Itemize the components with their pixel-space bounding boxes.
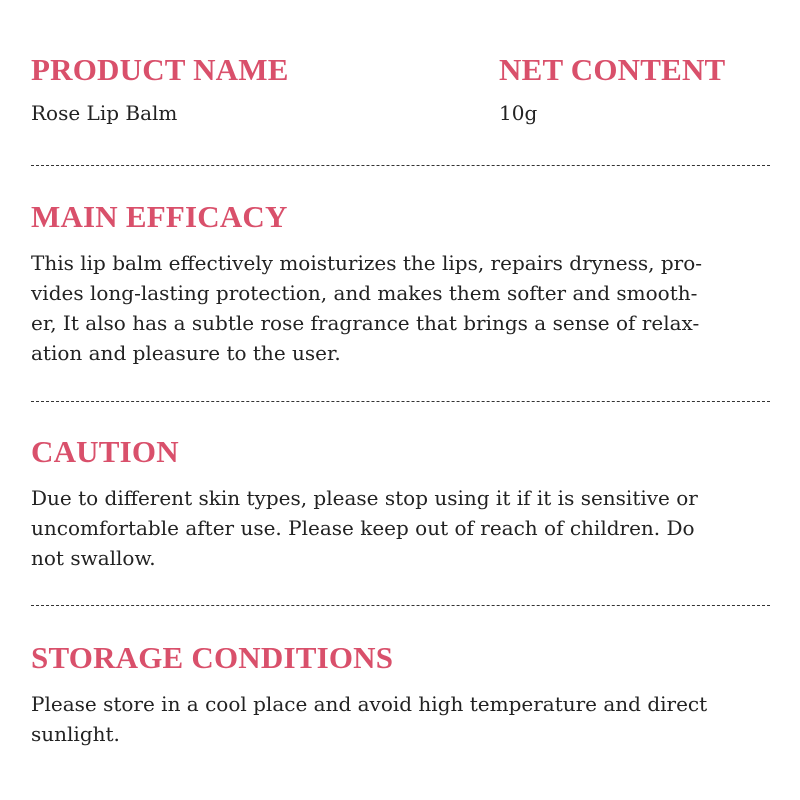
net-content-value: 10g [499, 101, 538, 125]
main-efficacy-line: vides long-lasting protection, and makes them softer and smooth- [31, 281, 698, 305]
main-efficacy-heading: MAIN EFFICACY [31, 199, 288, 234]
storage-conditions-heading: STORAGE CONDITIONS [31, 640, 394, 675]
main-efficacy-text [31, 248, 771, 368]
product-name-heading: PRODUCT NAME [31, 52, 289, 87]
main-efficacy-line: This lip balm effectively moisturizes the lips, repairs dryness, pro- [31, 251, 703, 275]
divider-2 [31, 401, 770, 402]
storage-line: Please store in a cool place and avoid high temperature and direct [31, 692, 708, 716]
main-efficacy-line: ation and pleasure to the user. [31, 341, 341, 365]
product-name-value: Rose Lip Balm [31, 101, 178, 125]
caution-line: Due to different skin types, please stop using it if it is sensitive or [31, 486, 698, 510]
storage-line: sunlight. [31, 722, 120, 746]
divider-3 [31, 605, 770, 606]
caution-line: not swallow. [31, 546, 156, 570]
caution-text [31, 483, 771, 573]
caution-heading: CAUTION [31, 434, 179, 469]
storage-conditions-text [31, 689, 771, 749]
main-efficacy-line: er, It also has a subtle rose fragrance that brings a sense of relax- [31, 311, 700, 335]
divider-1 [31, 165, 770, 166]
caution-line: uncomfortable after use. Please keep out of reach of children. Do [31, 516, 695, 540]
net-content-heading: NET CONTENT [499, 52, 726, 87]
